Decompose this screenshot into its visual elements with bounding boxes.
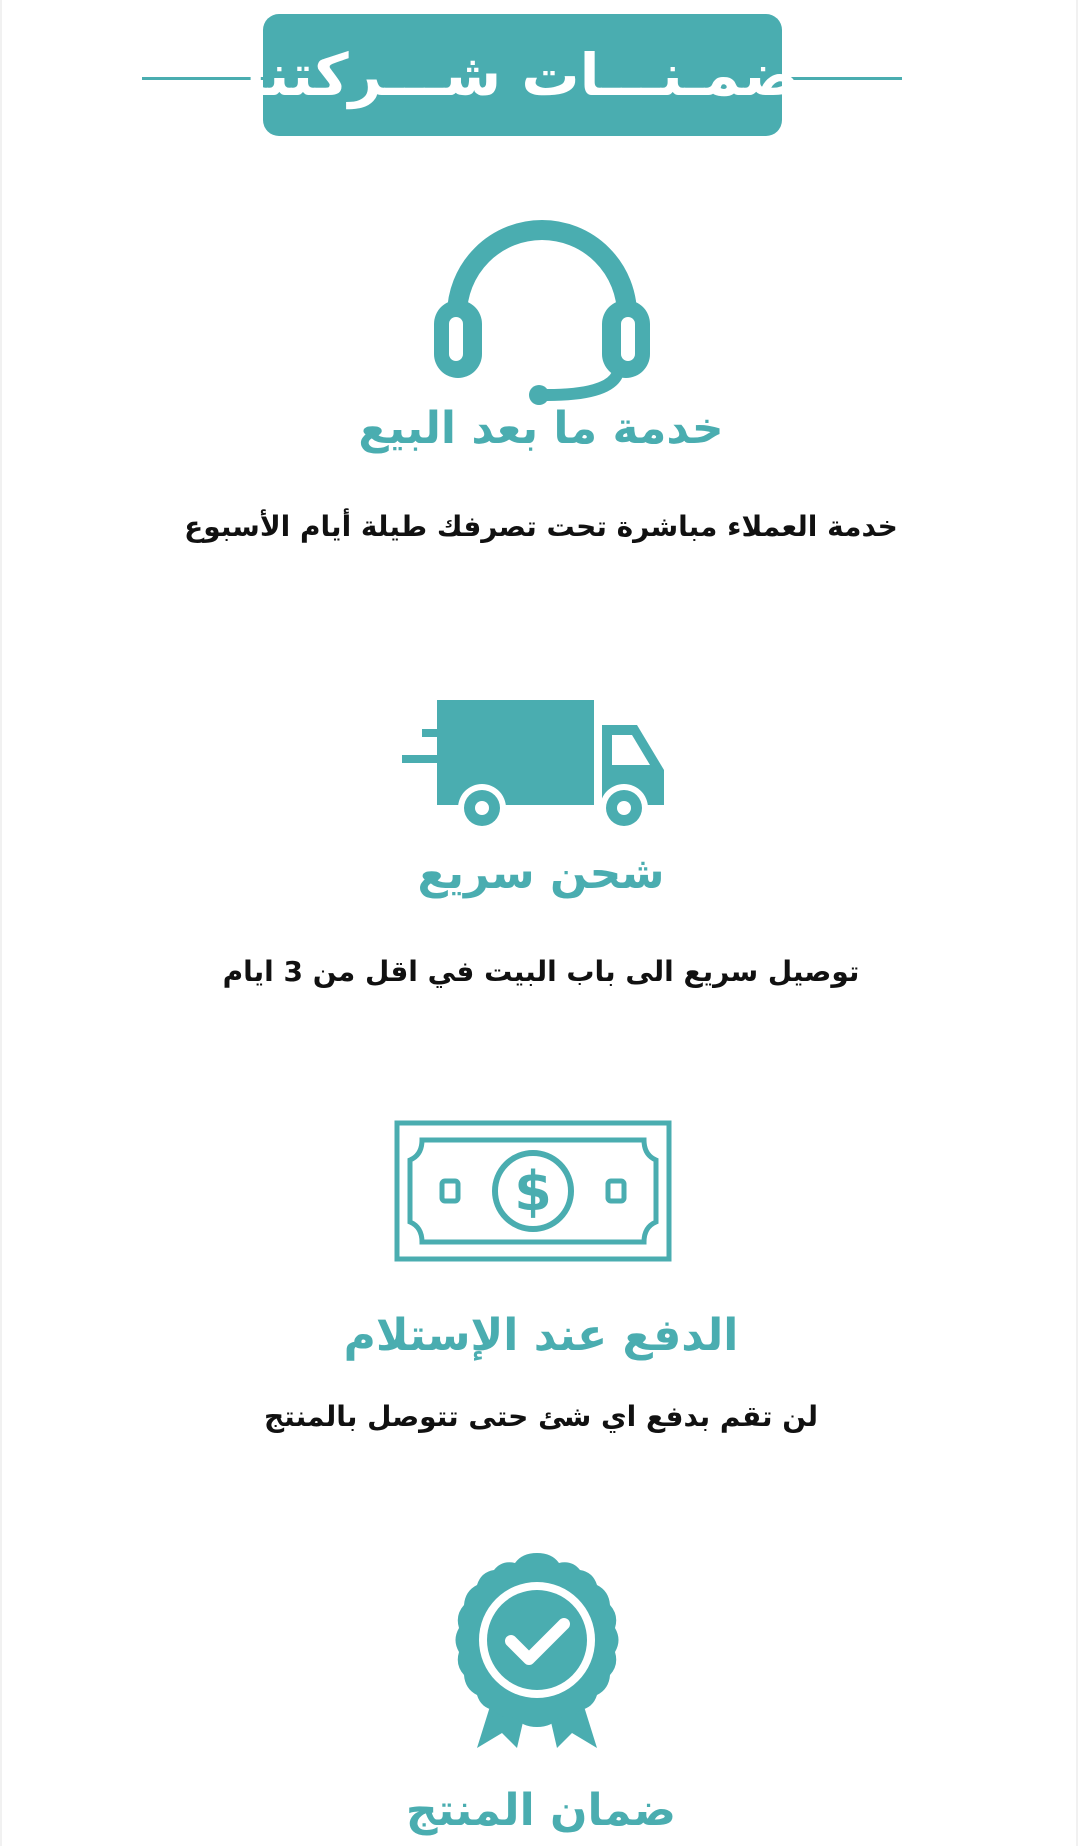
- page-title: ضمـنـــات شـــركتنا: [245, 41, 800, 109]
- headset-icon: [427, 205, 657, 405]
- feature-desc-fast-shipping: توصيل سريع الى باب البيت في اقل من 3 ايام: [222, 955, 860, 988]
- feature-desc-after-sales: خدمة العملاء مباشرة تحت تصرفك طيلة أيام الأسبوع: [184, 510, 898, 543]
- svg-text:$: $: [514, 1160, 552, 1223]
- feature-desc-cash-on-delivery: لن تقم بدفع اي شئ حتى تتوصل بالمنتج: [263, 1400, 818, 1433]
- feature-title-cash-on-delivery: الدفع عند الإستلام: [343, 1310, 739, 1361]
- header-badge: [245, 14, 800, 136]
- feature-title-fast-shipping: شحن سريع: [417, 848, 665, 899]
- quality-badge-icon: [447, 1548, 627, 1748]
- delivery-truck-icon: [402, 695, 672, 835]
- cash-icon: [394, 1120, 672, 1262]
- feature-title-product-warranty: ضمان المنتج: [405, 1785, 677, 1836]
- feature-title-after-sales: خدمة ما بعد البيع: [358, 403, 724, 454]
